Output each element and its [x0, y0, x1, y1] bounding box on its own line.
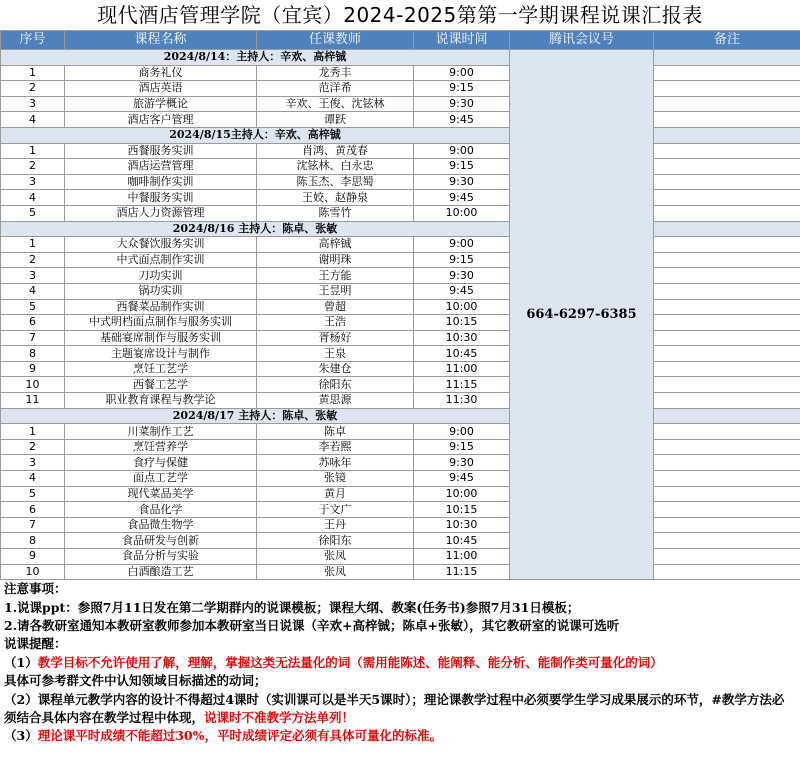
- row-number: 2: [1, 81, 65, 97]
- row-number: 9: [1, 549, 65, 565]
- reminder-heading: 说课提醒：: [4, 636, 67, 652]
- teacher-name: 黄月: [257, 486, 414, 502]
- teacher-name: 苏咏年: [257, 455, 414, 471]
- remark-cell: [654, 408, 800, 424]
- row-number: 4: [1, 190, 65, 206]
- course-name: 酒店客户管理: [65, 112, 257, 128]
- talk-time: 9:30: [414, 455, 510, 471]
- talk-time: 10:15: [414, 502, 510, 518]
- teacher-name: 王姣、赵静泉: [257, 190, 414, 206]
- row-number: 10: [1, 377, 65, 393]
- teacher-name: 王浩: [257, 315, 414, 331]
- remark-cell: [654, 283, 800, 299]
- remark-cell: [654, 299, 800, 315]
- table-row: [1, 252, 800, 268]
- session-row: [1, 50, 800, 66]
- teacher-name: 张凤: [257, 549, 414, 565]
- table-row: [1, 502, 800, 518]
- remark-cell: [654, 393, 800, 409]
- teacher-name: 王丹: [257, 517, 414, 533]
- page-title: 现代酒店管理学院（宜宾）2024-2025第第一学期课程说课汇报表: [97, 3, 703, 27]
- talk-time: 11:15: [414, 377, 510, 393]
- teacher-name: 王方能: [257, 268, 414, 284]
- talk-time: 9:15: [414, 252, 510, 268]
- talk-time: 10:30: [414, 517, 510, 533]
- teacher-name: 朱建仓: [257, 361, 414, 377]
- remark-cell: [654, 424, 800, 440]
- reminder-1-tail: 具体可参考群文件中认知领域目标描述的动词；: [4, 673, 267, 689]
- reminder-2-text: （2）课程单元教学内容的设计不得超过4课时（实训课可以是半天5课时）；理论课教学过程中必须要学生学习成果展示的环节，#教学方法必须结合具体内容在教学过程中体现，: [4, 691, 785, 726]
- course-name: 商务礼仪: [65, 65, 257, 81]
- teacher-name: 肖鸿、黄茂春: [257, 143, 414, 159]
- course-name: 烹饪营养学: [65, 439, 257, 455]
- table-body: [1, 50, 800, 580]
- reminder-2-red: 说课时不准教学方法单列！: [204, 710, 355, 726]
- talk-time: 11:00: [414, 361, 510, 377]
- teacher-name: 陈玉杰、李思蜀: [257, 174, 414, 190]
- remark-cell: [654, 221, 800, 237]
- remark-cell: [654, 361, 800, 377]
- remark-cell: [654, 533, 800, 549]
- teacher-name: 辛欢、王俊、沈铉林: [257, 96, 414, 112]
- notes-heading: 注意事项：: [4, 581, 67, 597]
- row-number: 5: [1, 205, 65, 221]
- talk-time: 9:45: [414, 112, 510, 128]
- teacher-name: 谢明珠: [257, 252, 414, 268]
- teacher-name: 高梓铖: [257, 237, 414, 253]
- remark-cell: [654, 127, 800, 143]
- session-label: 2024/8/17 主持人：陈卓、张敏: [1, 408, 510, 424]
- row-number: 2: [1, 159, 65, 175]
- table-row: [1, 315, 800, 331]
- course-name: 白酒酿造工艺: [65, 564, 257, 580]
- session-row: [1, 221, 800, 237]
- course-name: 食品化学: [65, 502, 257, 518]
- talk-time: 9:00: [414, 65, 510, 81]
- table-row: [1, 471, 800, 487]
- notes-section: [0, 580, 800, 746]
- table-row: [1, 174, 800, 190]
- row-number: 7: [1, 517, 65, 533]
- note-item-1: 1.说课ppt：参照7月11日发在第二学期群内的说课模板；课程大纲、教案(任务书)参照7月31日模板；: [4, 599, 580, 615]
- talk-time: 10:30: [414, 330, 510, 346]
- course-name: 咖啡制作实训: [65, 174, 257, 190]
- remark-cell: [654, 502, 800, 518]
- teacher-name: 沈铉林、白永忠: [257, 159, 414, 175]
- row-number: 3: [1, 96, 65, 112]
- table-row: [1, 65, 800, 81]
- row-number: 5: [1, 299, 65, 315]
- row-number: 2: [1, 252, 65, 268]
- course-name: 食品微生物学: [65, 517, 257, 533]
- row-number: 8: [1, 346, 65, 362]
- row-number: 6: [1, 502, 65, 518]
- row-number: 4: [1, 112, 65, 128]
- teacher-name: 张凤: [257, 564, 414, 580]
- remark-cell: [654, 346, 800, 362]
- header-row: [1, 31, 800, 50]
- session-label: 2024/8/14：主持人：辛欢、高梓铖: [1, 50, 510, 66]
- row-number: 3: [1, 174, 65, 190]
- remark-cell: [654, 549, 800, 565]
- teacher-name: 陈雪竹: [257, 205, 414, 221]
- header-meeting: 腾讯会议号: [510, 31, 654, 50]
- talk-time: 9:00: [414, 424, 510, 440]
- course-name: 西餐菜品制作实训: [65, 299, 257, 315]
- table-row: [1, 81, 800, 97]
- header-no: 序号: [1, 31, 65, 50]
- reminder-2: [4, 691, 796, 728]
- table-row: [1, 190, 800, 206]
- row-number: 7: [1, 330, 65, 346]
- course-name: 锅功实训: [65, 283, 257, 299]
- teacher-name: 黄思源: [257, 393, 414, 409]
- row-number: 1: [1, 424, 65, 440]
- remark-cell: [654, 268, 800, 284]
- remark-cell: [654, 112, 800, 128]
- talk-time: 9:30: [414, 268, 510, 284]
- teacher-name: 张镜: [257, 471, 414, 487]
- remark-cell: [654, 315, 800, 331]
- course-name: 现代菜品美学: [65, 486, 257, 502]
- course-name: 主题宴席设计与制作: [65, 346, 257, 362]
- teacher-name: 徐阳东: [257, 377, 414, 393]
- course-name: 川菜制作工艺: [65, 424, 257, 440]
- row-number: 6: [1, 315, 65, 331]
- talk-time: 9:15: [414, 81, 510, 97]
- table-row: [1, 299, 800, 315]
- remark-cell: [654, 377, 800, 393]
- table-row: [1, 533, 800, 549]
- teacher-name: 李若熙: [257, 439, 414, 455]
- table-row: [1, 377, 800, 393]
- talk-time: 9:15: [414, 159, 510, 175]
- remark-cell: [654, 50, 800, 66]
- course-name: 酒店人力资源管理: [65, 205, 257, 221]
- note-item-2: 2.请各教研室通知本教研室教师参加本教研室当日说课（辛欢+高梓铖；陈卓+张敏），其它教研室的说课可选听: [4, 618, 620, 633]
- reminder-3-red: 理论课平时成绩不能超过30%，平时成绩评定必须有具体可量化的标准。: [37, 728, 442, 744]
- talk-time: 10:15: [414, 315, 510, 331]
- teacher-name: 王昱明: [257, 283, 414, 299]
- header-course: 课程名称: [65, 31, 257, 50]
- table-row: [1, 283, 800, 299]
- table-row: [1, 143, 800, 159]
- row-number: 11: [1, 393, 65, 409]
- talk-time: 9:30: [414, 174, 510, 190]
- table-row: [1, 564, 800, 580]
- course-name: 大众餐饮服务实训: [65, 237, 257, 253]
- teacher-name: 曾超: [257, 299, 414, 315]
- row-number: 5: [1, 486, 65, 502]
- row-number: 1: [1, 143, 65, 159]
- talk-time: 9:00: [414, 237, 510, 253]
- schedule-table: [0, 30, 800, 580]
- talk-time: 9:30: [414, 96, 510, 112]
- row-number: 8: [1, 533, 65, 549]
- remark-cell: [654, 237, 800, 253]
- remark-cell: [654, 471, 800, 487]
- course-name: 面点工艺学: [65, 471, 257, 487]
- teacher-name: 王泉: [257, 346, 414, 362]
- remark-cell: [654, 96, 800, 112]
- table-row: [1, 361, 800, 377]
- remark-cell: [654, 81, 800, 97]
- table-row: [1, 424, 800, 440]
- table-row: [1, 330, 800, 346]
- remark-cell: [654, 330, 800, 346]
- row-number: 9: [1, 361, 65, 377]
- talk-time: 9:45: [414, 471, 510, 487]
- remark-cell: [654, 174, 800, 190]
- remark-cell: [654, 517, 800, 533]
- header-teacher: 任课教师: [257, 31, 414, 50]
- table-row: [1, 439, 800, 455]
- table-row: [1, 549, 800, 565]
- course-name: 旅游学概论: [65, 96, 257, 112]
- table-row: [1, 455, 800, 471]
- course-name: 中餐服务实训: [65, 190, 257, 206]
- reminder-3: [4, 727, 796, 745]
- table-row: [1, 159, 800, 175]
- session-row: [1, 127, 800, 143]
- row-number: 1: [1, 65, 65, 81]
- talk-time: 10:00: [414, 486, 510, 502]
- talk-time: 11:15: [414, 564, 510, 580]
- remark-cell: [654, 205, 800, 221]
- teacher-name: 徐阳东: [257, 533, 414, 549]
- header-time: 说课时间: [414, 31, 510, 50]
- reminder-1-prefix: （1）: [4, 654, 38, 670]
- course-name: 酒店运营管理: [65, 159, 257, 175]
- course-name: 职业教育课程与教学论: [65, 393, 257, 409]
- teacher-name: 龙秀丰: [257, 65, 414, 81]
- talk-time: 10:00: [414, 205, 510, 221]
- row-number: 4: [1, 283, 65, 299]
- table-row: [1, 517, 800, 533]
- remark-cell: [654, 486, 800, 502]
- table-row: [1, 393, 800, 409]
- course-name: 食疗与保健: [65, 455, 257, 471]
- row-number: 2: [1, 439, 65, 455]
- course-name: 中式面点制作实训: [65, 252, 257, 268]
- course-name: 西餐工艺学: [65, 377, 257, 393]
- remark-cell: [654, 159, 800, 175]
- row-number: 1: [1, 237, 65, 253]
- course-name: 西餐服务实训: [65, 143, 257, 159]
- row-number: 3: [1, 455, 65, 471]
- session-row: [1, 408, 800, 424]
- remark-cell: [654, 143, 800, 159]
- course-name: 中式明档面点制作与服务实训: [65, 315, 257, 331]
- talk-time: 11:00: [414, 549, 510, 565]
- teacher-name: 谭跃: [257, 112, 414, 128]
- course-name: 酒店英语: [65, 81, 257, 97]
- talk-time: 10:45: [414, 346, 510, 362]
- reminder-3-prefix: （3）: [4, 728, 38, 744]
- row-number: 4: [1, 471, 65, 487]
- table-row: [1, 268, 800, 284]
- table-row: [1, 96, 800, 112]
- course-name: 刀功实训: [65, 268, 257, 284]
- teacher-name: 胥杨好: [257, 330, 414, 346]
- table-row: [1, 346, 800, 362]
- meeting-number: 664-6297-6385: [510, 50, 654, 580]
- table-row: [1, 205, 800, 221]
- course-name: 食品研发与创新: [65, 533, 257, 549]
- course-name: 烹饪工艺学: [65, 361, 257, 377]
- teacher-name: 于文广: [257, 502, 414, 518]
- session-label: 2024/8/16 主持人：陈卓、张敏: [1, 221, 510, 237]
- reminder-1: [4, 654, 796, 672]
- remark-cell: [654, 439, 800, 455]
- session-label: 2024/8/15主持人：辛欢、高梓铖: [1, 127, 510, 143]
- reminder-1-red: 教学目标不允许使用了解，理解，掌握这类无法量化的词（需用能陈述、能阐释、能分析、能制作类可量化的词）: [37, 654, 663, 670]
- talk-time: 9:45: [414, 190, 510, 206]
- talk-time: 10:00: [414, 299, 510, 315]
- remark-cell: [654, 455, 800, 471]
- row-number: 10: [1, 564, 65, 580]
- table-row: [1, 112, 800, 128]
- table-row: [1, 486, 800, 502]
- teacher-name: 陈卓: [257, 424, 414, 440]
- remark-cell: [654, 190, 800, 206]
- talk-time: 9:15: [414, 439, 510, 455]
- teacher-name: 范洋希: [257, 81, 414, 97]
- talk-time: 9:00: [414, 143, 510, 159]
- course-name: 基础宴席制作与服务实训: [65, 330, 257, 346]
- talk-time: 10:45: [414, 533, 510, 549]
- table-row: [1, 237, 800, 253]
- talk-time: 9:45: [414, 283, 510, 299]
- remark-cell: [654, 252, 800, 268]
- talk-time: 11:30: [414, 393, 510, 409]
- remark-cell: [654, 65, 800, 81]
- header-remark: 备注: [654, 31, 800, 50]
- course-name: 食品分析与实验: [65, 549, 257, 565]
- remark-cell: [654, 564, 800, 580]
- row-number: 3: [1, 268, 65, 284]
